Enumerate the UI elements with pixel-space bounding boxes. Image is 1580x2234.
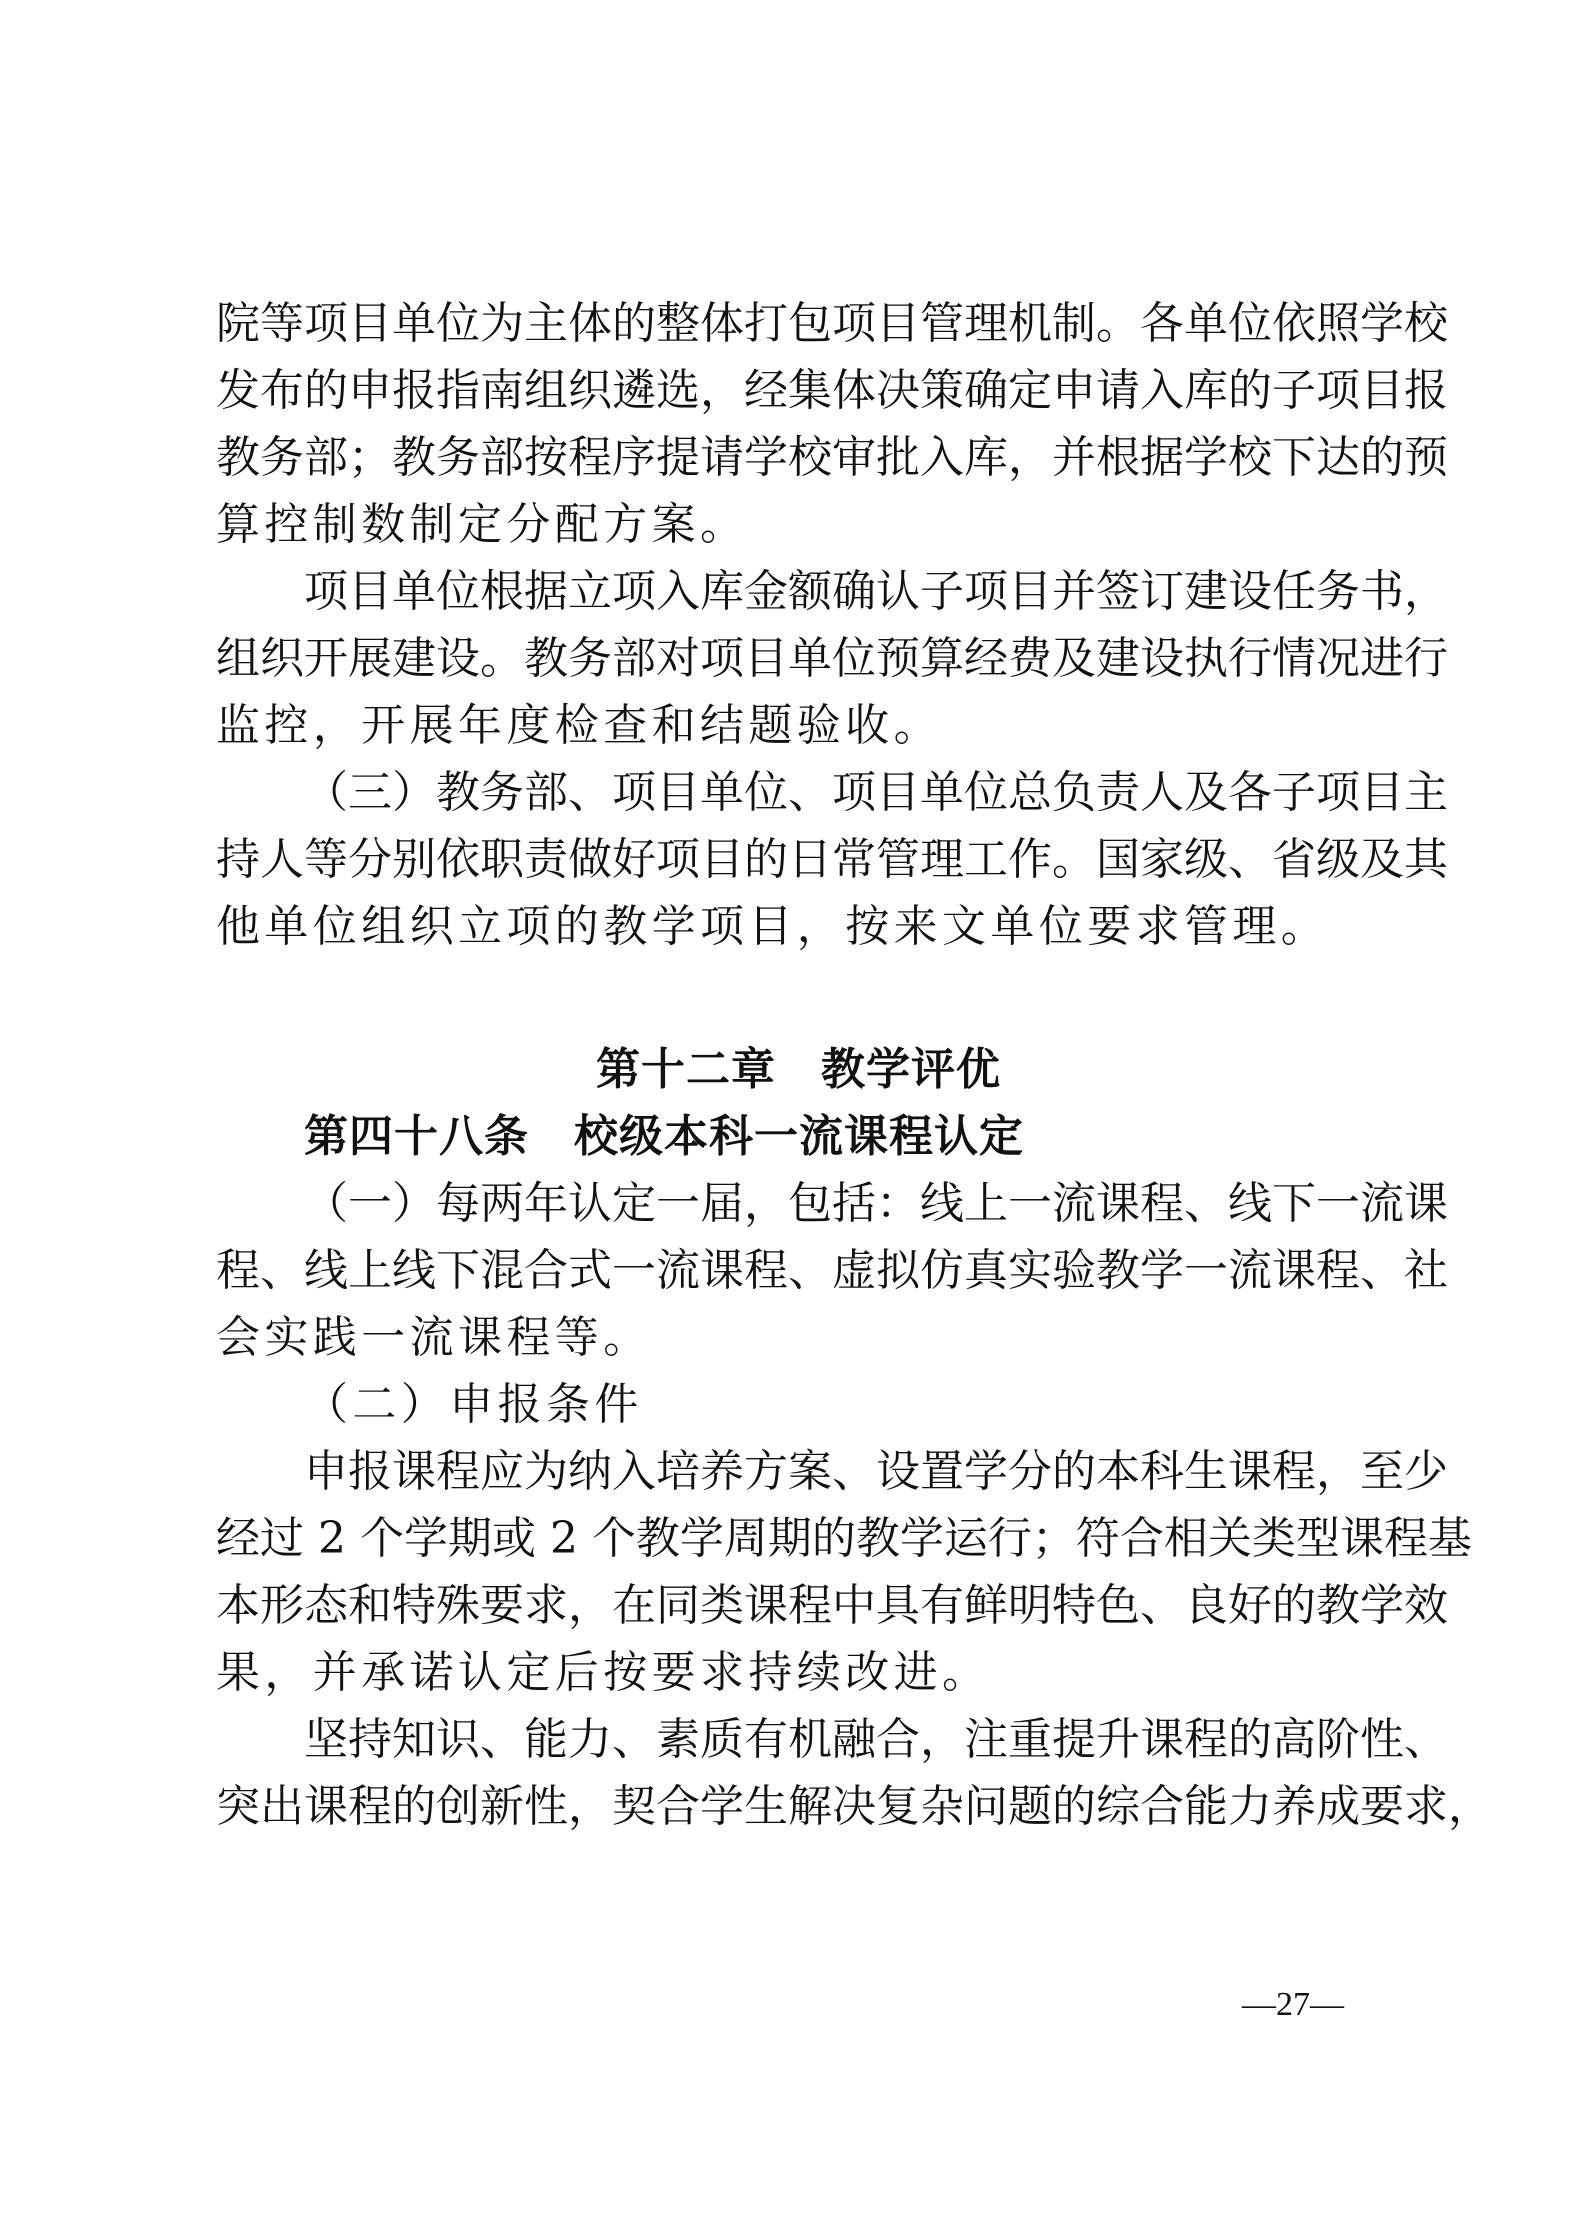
paragraph-project-construction [216, 558, 1448, 759]
paragraph-daily-management [216, 759, 1448, 960]
text-line: 院等项目单位为主体的整体打包项目管理机制。各单位依照学校 [216, 298, 1448, 349]
text-line: 组织开展建设。教务部对项目单位预算经费及建设执行情况进行 [216, 633, 1448, 684]
document-body [216, 290, 1492, 1840]
chapter-heading: 第十二章 教学评优 [596, 1044, 1001, 1095]
paragraph-application-conditions-heading [216, 1371, 1381, 1438]
text-line: 教务部；教务部按程序提请学校审批入库，并根据学校下达的预 [216, 432, 1448, 483]
text-line: 监控，开展年度检查和结题验收。 [216, 700, 942, 751]
section-spacer [216, 960, 1381, 1036]
article-heading: 第四十八条 校级本科一流课程认定 [304, 1111, 1024, 1162]
text-line: 算控制数制定分配方案。 [216, 499, 749, 550]
text-line: 经过 2 个学期或 2 个教学周期的教学运行；符合相关类型课程基 [216, 1513, 1472, 1564]
paragraph-project-management [216, 290, 1448, 558]
text-line: 会实践一流课程等。 [216, 1312, 652, 1363]
page-number: —27— [1242, 1986, 1344, 2023]
text-line: 他单位组织立项的教学项目，按来文单位要求管理。 [216, 901, 1330, 952]
paragraph-course-types [216, 1170, 1448, 1371]
text-line: （三）教务部、项目单位、项目单位总负责人及各子项目主 [304, 767, 1448, 818]
text-line: 持人等分别依职责做好项目的日常管理工作。国家级、省级及其 [216, 834, 1448, 885]
text-line: （一）每两年认定一届，包括：线上一流课程、线下一流课 [304, 1178, 1448, 1229]
text-line: 突出课程的创新性，契合学生解决复杂问题的综合能力养成要求， [216, 1781, 1492, 1832]
text-line: 本形态和特殊要求，在同类课程中具有鲜明特色、良好的教学效 [216, 1580, 1448, 1631]
text-line: 项目单位根据立项入库金额确认子项目并签订建设任务书， [304, 566, 1448, 617]
paragraph-course-quality [216, 1706, 1492, 1840]
text-line: 发布的申报指南组织遴选，经集体决策确定申请入库的子项目报 [216, 365, 1448, 416]
text-line: 果，并承诺认定后按要求持续改进。 [216, 1647, 991, 1698]
paragraph-application-conditions [216, 1438, 1472, 1706]
text-line: 坚持知识、能力、素质有机融合，注重提升课程的高阶性、 [304, 1714, 1448, 1765]
text-line: 申报课程应为纳入培养方案、设置学分的本科生课程，至少 [304, 1446, 1448, 1497]
text-line: 程、线上线下混合式一流课程、虚拟仿真实验教学一流课程、社 [216, 1245, 1448, 1296]
text-line: （二）申报条件 [304, 1379, 643, 1430]
